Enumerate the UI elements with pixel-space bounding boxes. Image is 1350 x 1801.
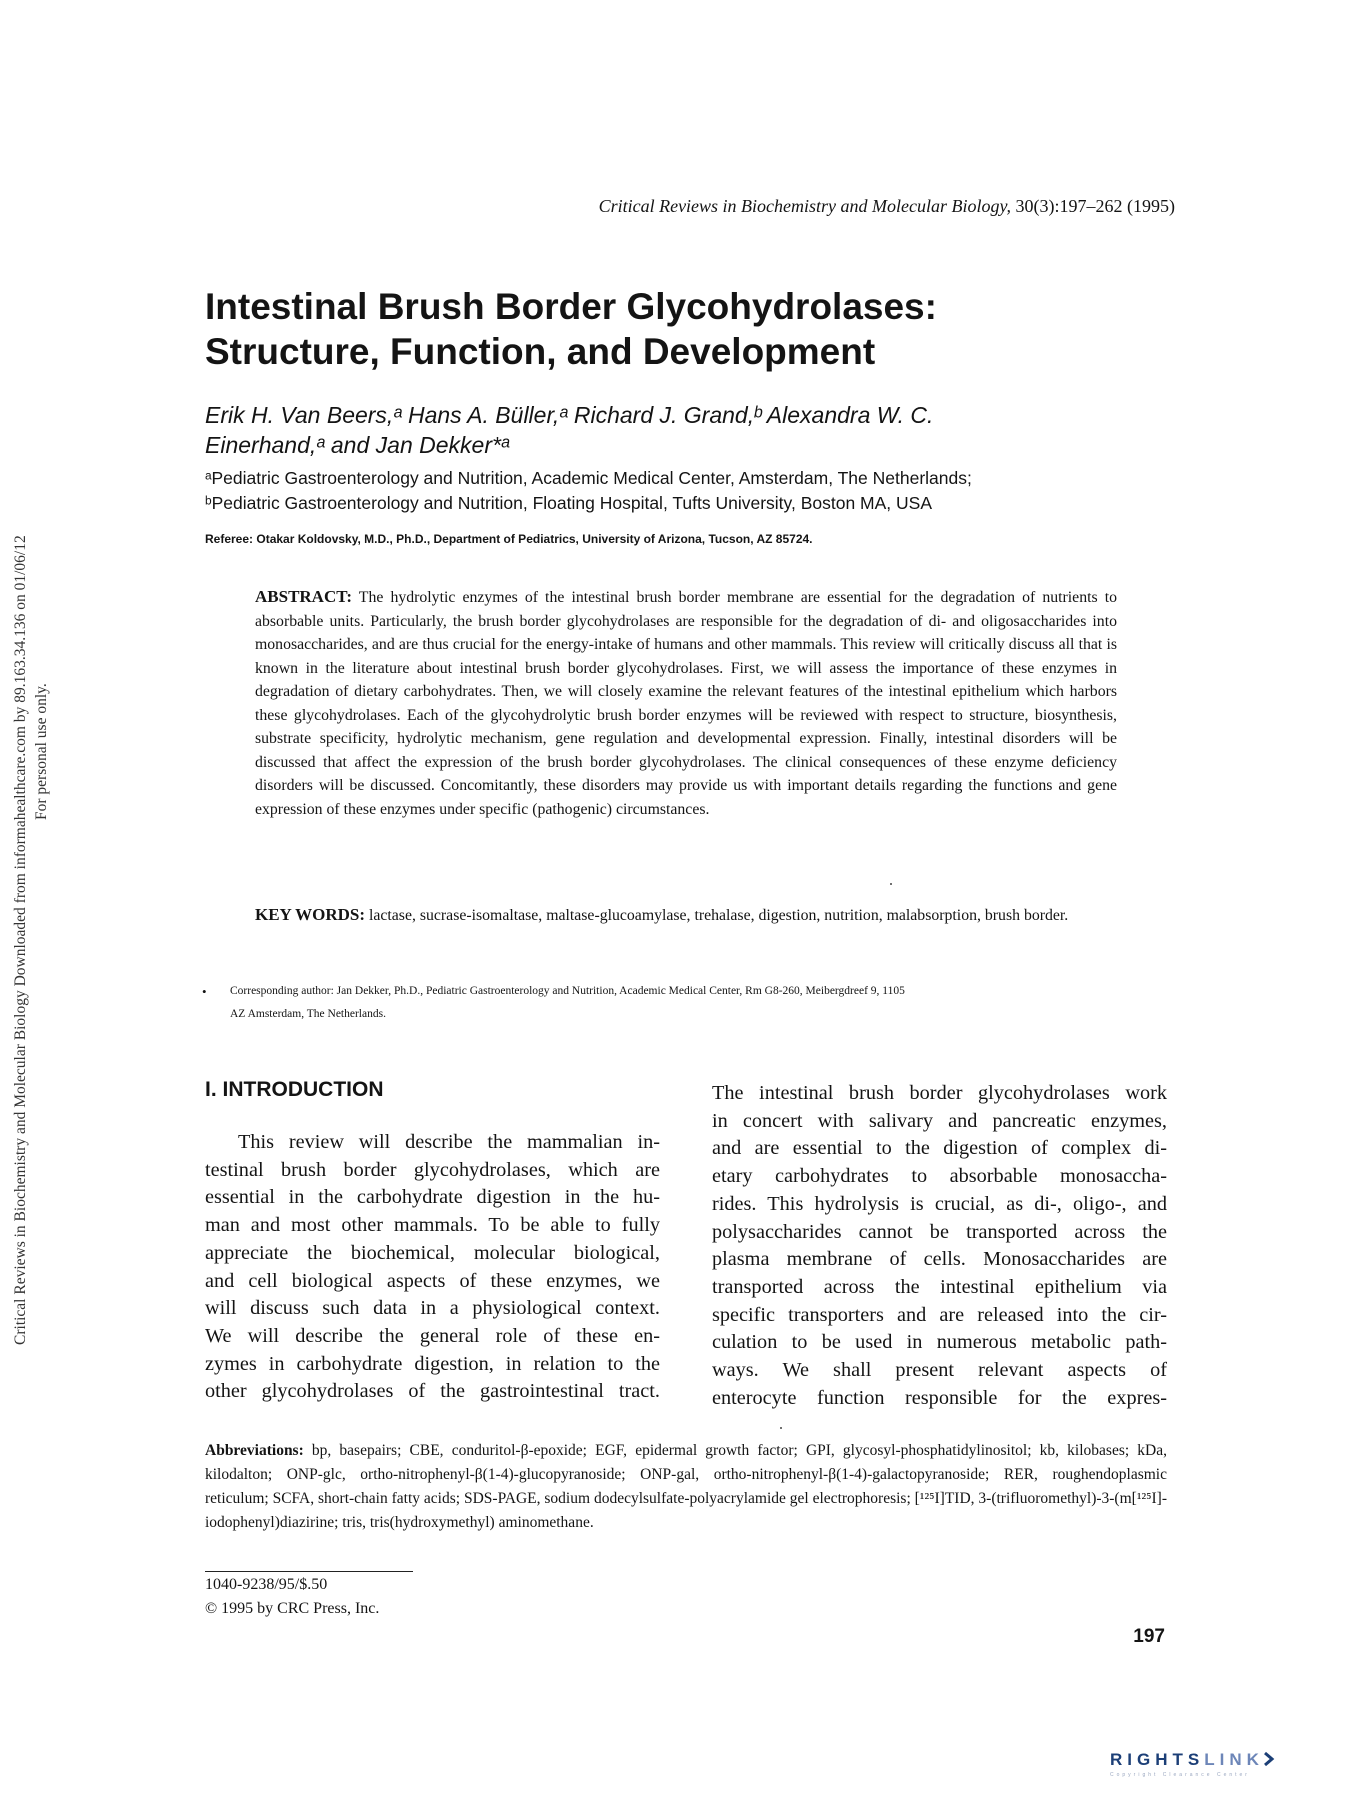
footnote-bullet: • — [202, 984, 207, 999]
abbreviations-text: bp, basepairs; CBE, conduritol-β-epoxide; EGF, epidermal growth factor; GPI, glycosyl-phosphatidylinositol; kb, kilobases; kDa, kilodalton; ONP-glc, ortho-nitrophenyl-β(1-4)-glucopyranoside; ONP-gal, ortho-nitrophenyl-β(1-4)-galactopyranoside; RER, roughendoplasmic reticulum; SCFA, short-chain fatty acids; SDS-PAGE, sodium dodecylsulfate-polyacrylamide gel electrophoresis; [¹²⁵I]TID, 3-(trifluoromethyl)-3-(m[¹²⁵I]-iodophenyl)diazirine; tris, tris(hydroxymethyl) aminomethane. — [205, 1442, 1167, 1531]
title-line-2: Structure, Function, and Development — [205, 331, 876, 372]
keywords — [255, 903, 1117, 928]
text-line: will discuss such data in a physiological context. — [205, 1297, 660, 1320]
rightslink-text-main: RIGHTS — [1110, 1750, 1205, 1769]
rightslink-chevron-icon — [1262, 1751, 1276, 1767]
text-line: appreciate the biochemical, molecular biological, — [205, 1241, 660, 1264]
journal-header — [540, 196, 1175, 217]
download-watermark — [0, 0, 60, 1801]
keywords-text: lactase, sucrase-isomaltase, maltase-glucoamylase, trehalase, digestion, nutrition, malabsorption, brush border. — [369, 907, 1069, 924]
text-line: other glycohydrolases of the gastrointestinal tract. — [205, 1380, 660, 1403]
text-line: essential in the carbohydrate digestion in the hu- — [205, 1186, 660, 1209]
journal-citation: 30(3):197–262 (1995) — [1015, 196, 1175, 216]
authors-line-2: Einerhand,ᵃ and Jan Dekker*ᵃ — [205, 432, 510, 458]
referee-line: Referee: Otakar Koldovsky, M.D., Ph.D., Department of Pediatrics, University of Arizona, Tucson, AZ 85724. — [205, 532, 813, 546]
text-line: transported across the intestinal epithelium via — [712, 1275, 1167, 1298]
text-line: culation to be used in numerous metabolic path- — [712, 1331, 1167, 1354]
text-line: etary carbohydrates to absorbable monosaccha- — [712, 1165, 1167, 1188]
scan-speck — [890, 883, 892, 885]
text-line: The intestinal brush border glycohydrolases work — [712, 1082, 1167, 1104]
abstract — [255, 585, 1117, 821]
abstract-label: ABSTRACT: — [255, 587, 352, 606]
watermark-line-2: For personal use only. — [33, 683, 50, 820]
page-number: 197 — [1133, 1626, 1165, 1647]
rightslink-logo[interactable] — [1110, 1750, 1320, 1778]
journal-name: Critical Reviews in Biochemistry and Molecular Biology, — [598, 196, 1012, 216]
abbreviations — [205, 1439, 1167, 1535]
corresponding-line-2: AZ Amsterdam, The Netherlands. — [230, 1008, 386, 1020]
abbreviations-label: Abbreviations: — [205, 1442, 304, 1459]
section-heading: I. INTRODUCTION — [205, 1078, 384, 1101]
corresponding-line-1: Corresponding author: Jan Dekker, Ph.D., Pediatric Gastroenterology and Nutrition, Academic Medical Center, Rm G8-260, Meibergdreef 9, 1105 — [230, 985, 905, 997]
author-list — [205, 400, 1105, 460]
text-line: man and most other mammals. To be able to fully — [205, 1214, 660, 1237]
keywords-label: KEY WORDS: — [255, 905, 366, 924]
text-line: testinal brush border glycohydrolases, which are — [205, 1158, 660, 1181]
intro-right-column — [712, 1080, 1167, 1412]
copyright-notice: © 1995 by CRC Press, Inc. — [205, 1600, 380, 1617]
corresponding-author-note — [202, 980, 1170, 1026]
text-line: specific transporters and are released into the cir- — [712, 1303, 1167, 1326]
article-title — [205, 284, 1205, 374]
affiliation-a: ᵃPediatric Gastroenterology and Nutrition, Academic Medical Center, Amsterdam, The Netherlands; — [205, 468, 972, 488]
footer-divider — [205, 1571, 413, 1572]
abstract-text: The hydrolytic enzymes of the intestinal brush border membrane are essential for the degradation of nutrients to absorbable units. Particularly, the brush border glycohydrolases are responsible for the degradation of di- and oligosaccharides into monosaccharides, and are thus crucial for the energy-intake of humans and other mammals. This review will critically discuss all that is known in the literature about intestinal brush border glycohydrolases. First, we will assess the importance of these enzymes in degradation of dietary carbohydrates. Then, we will closely examine the relevant features of the intestinal epithelium which harbors these glycohydrolases. Each of the glycohydrolytic brush border enzymes will be reviewed with respect to structure, biosynthesis, substrate specificity, hydrolytic mechanism, gene regulation and developmental expression. Finally, intestinal disorders will be discussed that affect the expression of the brush border glycohydrolases. The clinical consequences of these enzyme deficiency disorders will be discussed. Concomitantly, these disorders may provide us with important details regarding the functions and gene expression of these enzymes under specific (pathogenic) circumstances. — [255, 589, 1118, 818]
text-line: rides. This hydrolysis is crucial, as di-, oligo-, and — [712, 1192, 1167, 1215]
watermark-line-1: Critical Reviews in Biochemistry and Molecular Biology Downloaded from informahealthcare.com by 89.163.34.136 on 01/06/12 — [12, 535, 29, 1345]
issn-code: 1040-9238/95/$.50 — [205, 1576, 328, 1593]
text-line: This review will describe the mammalian in- — [238, 1131, 660, 1153]
authors-line-1: Erik H. Van Beers,ᵃ Hans A. Büller,ᵃ Richard J. Grand,ᵇ Alexandra W. C. — [205, 402, 934, 428]
text-line: in concert with salivary and pancreatic enzymes, — [712, 1109, 1167, 1132]
text-line: and cell biological aspects of these enzymes, we — [205, 1269, 660, 1292]
title-line-1: Intestinal Brush Border Glycohydrolases: — [205, 286, 937, 327]
rightslink-text-link: LINK — [1204, 1750, 1264, 1769]
rightslink-wordmark — [1110, 1750, 1320, 1770]
text-line: ways. We shall present relevant aspects of — [712, 1359, 1167, 1382]
scan-speck — [780, 1427, 782, 1429]
affiliation-b: ᵇPediatric Gastroenterology and Nutrition, Floating Hospital, Tufts University, Boston MA, USA — [205, 493, 933, 513]
rightslink-subtitle: Copyright Clearance Center — [1110, 1772, 1250, 1778]
affiliations — [205, 466, 1165, 516]
intro-left-column — [205, 1129, 660, 1406]
text-line: polysaccharides cannot be transported across the — [712, 1220, 1167, 1243]
text-line: We will describe the general role of these en- — [205, 1324, 660, 1347]
text-line: plasma membrane of cells. Monosaccharides are — [712, 1248, 1167, 1271]
text-line: and are essential to the digestion of complex di- — [712, 1137, 1167, 1160]
text-line: enterocyte function responsible for the expres- — [712, 1386, 1167, 1409]
text-line: zymes in carbohydrate digestion, in relation to the — [205, 1352, 660, 1375]
